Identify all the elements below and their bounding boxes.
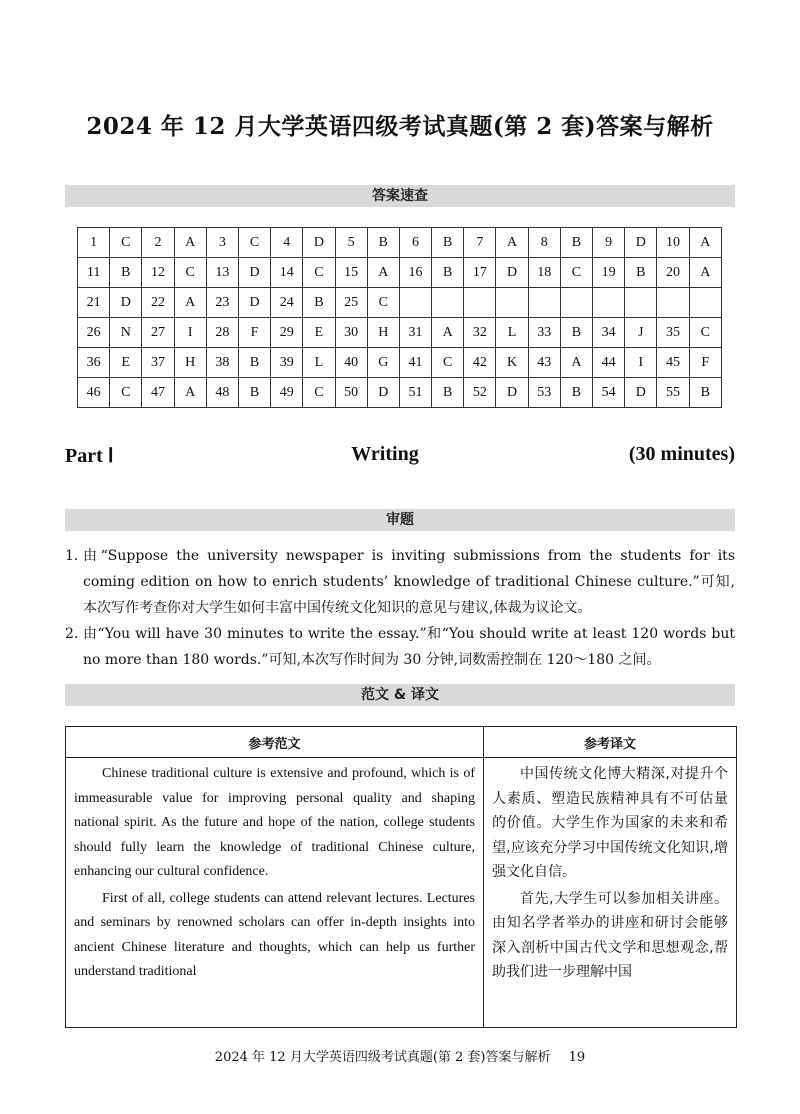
- question-number-cell: 52: [464, 378, 496, 408]
- question-number-cell: 23: [206, 288, 238, 318]
- question-number-cell: 30: [335, 318, 367, 348]
- answer-row: [78, 318, 722, 348]
- question-number-cell: 28: [206, 318, 238, 348]
- answer-letter-cell: D: [238, 288, 270, 318]
- question-number-cell: 10: [657, 228, 689, 258]
- answer-letter-cell: G: [367, 348, 399, 378]
- question-number-cell: 21: [78, 288, 110, 318]
- note-text: 由“Suppose the university newspaper is inviting submissions from the students for its coming edition on how to enrich students’ knowledge of traditional Chinese culture.”可知,本次写作考查你对大学生如何丰富中国传统文化知识的意见与建议,体裁为议论文。: [83, 548, 735, 616]
- part-heading: [65, 443, 735, 473]
- answer-table: [77, 227, 722, 408]
- answer-letter-cell: [496, 288, 528, 318]
- question-number-cell: 29: [271, 318, 303, 348]
- answer-letter-cell: B: [432, 378, 464, 408]
- answer-row: [78, 288, 722, 318]
- question-number-cell: [399, 288, 431, 318]
- answer-letter-cell: C: [560, 258, 592, 288]
- answer-letter-cell: [625, 288, 657, 318]
- answer-letter-cell: H: [174, 348, 206, 378]
- answer-section-header: 答案速查: [65, 185, 735, 207]
- question-number-cell: 20: [657, 258, 689, 288]
- question-number-cell: 50: [335, 378, 367, 408]
- answer-letter-cell: L: [303, 348, 335, 378]
- answer-letter-cell: B: [560, 378, 592, 408]
- answer-letter-cell: C: [303, 258, 335, 288]
- question-number-cell: [657, 288, 689, 318]
- answer-row: [78, 228, 722, 258]
- answer-letter-cell: A: [367, 258, 399, 288]
- question-number-cell: 18: [528, 258, 560, 288]
- answer-letter-cell: K: [496, 348, 528, 378]
- answer-letter-cell: B: [303, 288, 335, 318]
- answer-letter-cell: I: [174, 318, 206, 348]
- answer-letter-cell: H: [367, 318, 399, 348]
- answer-letter-cell: C: [367, 288, 399, 318]
- question-number-cell: 53: [528, 378, 560, 408]
- answer-letter-cell: A: [174, 228, 206, 258]
- answer-letter-cell: B: [432, 228, 464, 258]
- answer-letter-cell: B: [432, 258, 464, 288]
- answer-letter-cell: A: [174, 378, 206, 408]
- note-number: 2.: [65, 626, 79, 642]
- question-number-cell: [593, 288, 625, 318]
- answer-letter-cell: C: [110, 378, 142, 408]
- part-time: (30 minutes): [628, 443, 735, 465]
- answer-letter-cell: B: [560, 318, 592, 348]
- question-number-cell: 6: [399, 228, 431, 258]
- essay-header-left: 参考范文: [66, 727, 484, 758]
- footer-text: 2024 年 12 月大学英语四级考试真题(第 2 套)答案与解析: [214, 1050, 551, 1065]
- question-number-cell: 48: [206, 378, 238, 408]
- question-number-cell: 22: [142, 288, 174, 318]
- question-number-cell: 13: [206, 258, 238, 288]
- answer-row: [78, 258, 722, 288]
- answer-letter-cell: F: [689, 348, 721, 378]
- answer-letter-cell: B: [560, 228, 592, 258]
- question-number-cell: 38: [206, 348, 238, 378]
- question-number-cell: 16: [399, 258, 431, 288]
- answer-letter-cell: A: [689, 228, 721, 258]
- question-number-cell: 39: [271, 348, 303, 378]
- review-section-header: 审题: [65, 509, 735, 531]
- question-number-cell: 31: [399, 318, 431, 348]
- question-number-cell: 14: [271, 258, 303, 288]
- question-number-cell: 8: [528, 228, 560, 258]
- answer-letter-cell: D: [496, 258, 528, 288]
- answer-letter-cell: D: [625, 228, 657, 258]
- question-number-cell: 37: [142, 348, 174, 378]
- answer-letter-cell: C: [432, 348, 464, 378]
- essay-section-header: 范文 & 译文: [65, 684, 735, 706]
- answer-letter-cell: A: [560, 348, 592, 378]
- question-number-cell: 7: [464, 228, 496, 258]
- question-number-cell: 12: [142, 258, 174, 288]
- answer-letter-cell: N: [110, 318, 142, 348]
- question-number-cell: 51: [399, 378, 431, 408]
- part-name: Writing: [351, 443, 419, 465]
- english-essay-cell: [66, 758, 484, 1028]
- answer-letter-cell: L: [496, 318, 528, 348]
- question-number-cell: 47: [142, 378, 174, 408]
- question-number-cell: 33: [528, 318, 560, 348]
- page-title: 2024 年 12 月大学英语四级考试真题(第 2 套)答案与解析: [86, 113, 714, 140]
- answer-letter-cell: C: [238, 228, 270, 258]
- question-number-cell: 11: [78, 258, 110, 288]
- answer-letter-cell: B: [367, 228, 399, 258]
- question-number-cell: [464, 288, 496, 318]
- answer-letter-cell: C: [110, 228, 142, 258]
- answer-letter-cell: B: [625, 258, 657, 288]
- question-number-cell: 55: [657, 378, 689, 408]
- question-number-cell: 4: [271, 228, 303, 258]
- question-number-cell: 34: [593, 318, 625, 348]
- answer-letter-cell: C: [689, 318, 721, 348]
- question-number-cell: 9: [593, 228, 625, 258]
- review-note: [65, 621, 735, 673]
- answer-letter-cell: F: [238, 318, 270, 348]
- question-number-cell: 17: [464, 258, 496, 288]
- question-number-cell: 36: [78, 348, 110, 378]
- english-paragraph: First of all, college students can attend relevant lectures. Lectures and seminars by renowned scholars can offer in-depth insights into ancient Chinese literature and thoughts, which can help us further understand traditional: [74, 890, 475, 979]
- answer-letter-cell: [560, 288, 592, 318]
- part-label: Part Ⅰ: [65, 445, 114, 467]
- answer-letter-cell: A: [174, 288, 206, 318]
- question-number-cell: 41: [399, 348, 431, 378]
- answer-letter-cell: B: [110, 258, 142, 288]
- answer-letter-cell: C: [303, 378, 335, 408]
- question-number-cell: 27: [142, 318, 174, 348]
- chinese-paragraph: 中国传统文化博大精深,对提升个人素质、塑造民族精神具有不可估量的价值。大学生作为国家的未来和希望,应该充分学习中国传统文化知识,增强文化自信。: [492, 766, 728, 880]
- answer-letter-cell: B: [238, 378, 270, 408]
- essay-header-right: 参考译文: [484, 727, 737, 758]
- answer-letter-cell: D: [367, 378, 399, 408]
- answer-letter-cell: [432, 288, 464, 318]
- answer-letter-cell: A: [432, 318, 464, 348]
- essay-table: [65, 726, 737, 1028]
- note-number: 1.: [65, 548, 79, 564]
- review-notes: [65, 543, 735, 673]
- review-note: [65, 543, 735, 621]
- answer-row: [78, 348, 722, 378]
- answer-letter-cell: D: [303, 228, 335, 258]
- question-number-cell: 49: [271, 378, 303, 408]
- english-paragraph: Chinese traditional culture is extensive and profound, which is of immeasurable value for improving personal quality and shaping national spirit. As the future and hope of the nation, college students should fully learn the knowledge of traditional Chinese culture, enhancing our cultural confidence.: [74, 766, 475, 879]
- note-text: 由“You will have 30 minutes to write the essay.”和“You should write at least 120 words but no more than 180 words.”可知,本次写作时间为 30 分钟,词数需控制在 120～180 之间。: [83, 626, 735, 668]
- chinese-translation-cell: [484, 758, 737, 1028]
- answer-letter-cell: D: [238, 258, 270, 288]
- question-number-cell: 54: [593, 378, 625, 408]
- answer-letter-cell: D: [496, 378, 528, 408]
- question-number-cell: 44: [593, 348, 625, 378]
- question-number-cell: 46: [78, 378, 110, 408]
- answer-row: [78, 378, 722, 408]
- answer-letter-cell: C: [174, 258, 206, 288]
- chinese-paragraph: 首先,大学生可以参加相关讲座。由知名学者举办的讲座和研讨会能够深入剖析中国古代文学和思想观念,帮助我们进一步理解中国: [492, 890, 728, 980]
- answer-letter-cell: E: [303, 318, 335, 348]
- answer-letter-cell: A: [496, 228, 528, 258]
- answer-letter-cell: I: [625, 348, 657, 378]
- answer-letter-cell: D: [110, 288, 142, 318]
- question-number-cell: 40: [335, 348, 367, 378]
- question-number-cell: 15: [335, 258, 367, 288]
- answer-letter-cell: B: [238, 348, 270, 378]
- footer-page-number: 19: [568, 1050, 586, 1065]
- question-number-cell: 45: [657, 348, 689, 378]
- question-number-cell: 24: [271, 288, 303, 318]
- question-number-cell: 35: [657, 318, 689, 348]
- question-number-cell: 2: [142, 228, 174, 258]
- answer-letter-cell: J: [625, 318, 657, 348]
- question-number-cell: 42: [464, 348, 496, 378]
- question-number-cell: 26: [78, 318, 110, 348]
- question-number-cell: 5: [335, 228, 367, 258]
- answer-letter-cell: B: [689, 378, 721, 408]
- question-number-cell: 32: [464, 318, 496, 348]
- page-footer: [0, 1046, 800, 1065]
- question-number-cell: 19: [593, 258, 625, 288]
- question-number-cell: 25: [335, 288, 367, 318]
- answer-letter-cell: A: [689, 258, 721, 288]
- question-number-cell: [528, 288, 560, 318]
- answer-letter-cell: [689, 288, 721, 318]
- question-number-cell: 43: [528, 348, 560, 378]
- answer-letter-cell: D: [625, 378, 657, 408]
- question-number-cell: 1: [78, 228, 110, 258]
- question-number-cell: 3: [206, 228, 238, 258]
- answer-letter-cell: E: [110, 348, 142, 378]
